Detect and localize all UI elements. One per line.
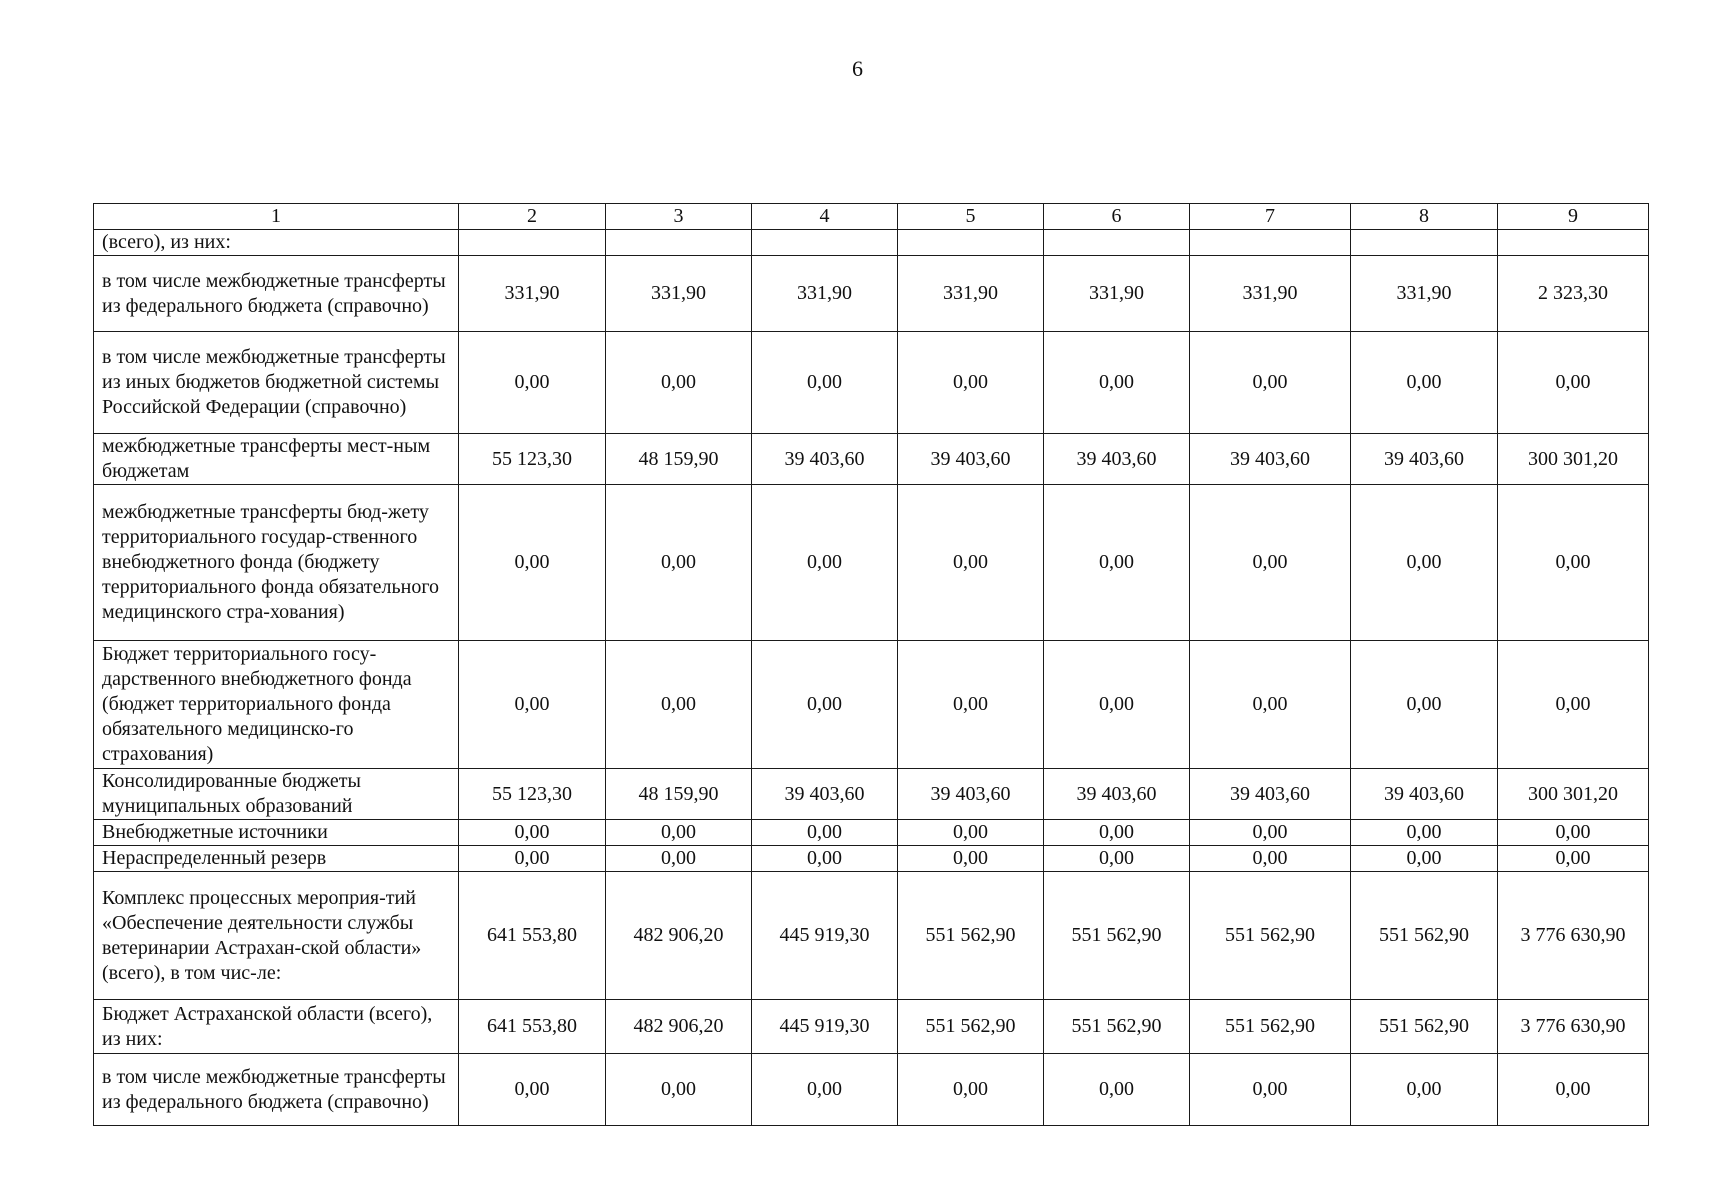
value-cell: 0,00 (1498, 641, 1649, 769)
value-cell: 0,00 (898, 846, 1044, 872)
value-cell: 482 906,20 (606, 872, 752, 1000)
table-row (94, 846, 1649, 872)
row-label-cell: Внебюджетные источники (94, 820, 459, 846)
value-cell (898, 230, 1044, 256)
column-number: 7 (1190, 204, 1351, 230)
value-cell: 55 123,30 (459, 434, 606, 485)
value-cell: 0,00 (1044, 820, 1190, 846)
value-cell (459, 230, 606, 256)
value-cell: 0,00 (606, 332, 752, 434)
value-cell: 0,00 (1190, 641, 1351, 769)
value-cell: 0,00 (1351, 846, 1498, 872)
value-cell: 0,00 (752, 1054, 898, 1126)
value-cell: 551 562,90 (1190, 1000, 1351, 1054)
value-cell: 331,90 (1044, 256, 1190, 332)
value-cell: 0,00 (459, 846, 606, 872)
value-cell: 0,00 (898, 820, 1044, 846)
table-row (94, 230, 1649, 256)
table-row (94, 1000, 1649, 1054)
value-cell: 0,00 (1351, 485, 1498, 641)
value-cell: 0,00 (752, 820, 898, 846)
value-cell: 0,00 (606, 485, 752, 641)
value-cell: 0,00 (1351, 1054, 1498, 1126)
row-label-cell: в том числе межбюджетные трансферты из федерального бюджета (справочно) (94, 256, 459, 332)
value-cell: 0,00 (459, 485, 606, 641)
value-cell: 0,00 (1044, 485, 1190, 641)
row-label-cell: Комплекс процессных мероприя-тий «Обеспечение деятельности службы ветеринарии Астрахан-ской области» (всего), в том чис-ле: (94, 872, 459, 1000)
column-number: 4 (752, 204, 898, 230)
column-number: 9 (1498, 204, 1649, 230)
value-cell: 551 562,90 (898, 1000, 1044, 1054)
table-body (94, 230, 1649, 1126)
value-cell: 0,00 (606, 641, 752, 769)
value-cell: 0,00 (1044, 332, 1190, 434)
value-cell: 48 159,90 (606, 434, 752, 485)
value-cell: 0,00 (1498, 332, 1649, 434)
column-number: 2 (459, 204, 606, 230)
value-cell: 0,00 (1498, 846, 1649, 872)
value-cell: 0,00 (1498, 820, 1649, 846)
value-cell: 2 323,30 (1498, 256, 1649, 332)
value-cell: 551 562,90 (1044, 1000, 1190, 1054)
value-cell: 551 562,90 (898, 872, 1044, 1000)
table-row (94, 872, 1649, 1000)
value-cell: 331,90 (898, 256, 1044, 332)
value-cell: 0,00 (1044, 1054, 1190, 1126)
value-cell (1498, 230, 1649, 256)
value-cell: 39 403,60 (752, 769, 898, 820)
value-cell: 551 562,90 (1044, 872, 1190, 1000)
value-cell: 39 403,60 (1351, 434, 1498, 485)
value-cell: 300 301,20 (1498, 769, 1649, 820)
value-cell: 0,00 (752, 485, 898, 641)
table-row (94, 1054, 1649, 1126)
value-cell: 0,00 (1190, 820, 1351, 846)
row-label-cell: в том числе межбюджетные трансферты из федерального бюджета (справочно) (94, 1054, 459, 1126)
page-number: 6 (852, 56, 863, 81)
value-cell: 0,00 (1190, 1054, 1351, 1126)
value-cell: 0,00 (1190, 846, 1351, 872)
table-row (94, 485, 1649, 641)
column-number: 6 (1044, 204, 1190, 230)
value-cell: 641 553,80 (459, 872, 606, 1000)
value-cell: 55 123,30 (459, 769, 606, 820)
value-cell: 0,00 (898, 485, 1044, 641)
value-cell: 39 403,60 (898, 769, 1044, 820)
value-cell: 0,00 (459, 1054, 606, 1126)
value-cell: 0,00 (459, 820, 606, 846)
value-cell: 39 403,60 (752, 434, 898, 485)
value-cell: 0,00 (1190, 485, 1351, 641)
row-label-cell: в том числе межбюджетные трансферты из иных бюджетов бюджетной системы Российской Федерации (справочно) (94, 332, 459, 434)
value-cell: 445 919,30 (752, 1000, 898, 1054)
value-cell: 331,90 (459, 256, 606, 332)
value-cell: 331,90 (1351, 256, 1498, 332)
value-cell: 445 919,30 (752, 872, 898, 1000)
column-number: 5 (898, 204, 1044, 230)
value-cell: 641 553,80 (459, 1000, 606, 1054)
row-label-cell: Консолидированные бюджеты муниципальных образований (94, 769, 459, 820)
value-cell: 48 159,90 (606, 769, 752, 820)
row-label-cell: (всего), из них: (94, 230, 459, 256)
value-cell: 551 562,90 (1351, 872, 1498, 1000)
value-cell: 0,00 (898, 1054, 1044, 1126)
value-cell (1044, 230, 1190, 256)
row-label-cell: межбюджетные трансферты мест-ным бюджетам (94, 434, 459, 485)
value-cell (606, 230, 752, 256)
value-cell: 0,00 (752, 846, 898, 872)
table-row (94, 641, 1649, 769)
column-number: 8 (1351, 204, 1498, 230)
value-cell: 3 776 630,90 (1498, 872, 1649, 1000)
value-cell (1190, 230, 1351, 256)
value-cell: 39 403,60 (1190, 769, 1351, 820)
value-cell: 0,00 (606, 1054, 752, 1126)
value-cell: 0,00 (752, 332, 898, 434)
value-cell: 0,00 (606, 820, 752, 846)
column-number-row (94, 204, 1649, 230)
column-number: 3 (606, 204, 752, 230)
value-cell: 3 776 630,90 (1498, 1000, 1649, 1054)
row-label-cell: Бюджет Астраханской области (всего), из них: (94, 1000, 459, 1054)
table-row (94, 769, 1649, 820)
value-cell: 331,90 (1190, 256, 1351, 332)
value-cell: 39 403,60 (1044, 434, 1190, 485)
value-cell: 39 403,60 (1044, 769, 1190, 820)
value-cell: 0,00 (606, 846, 752, 872)
value-cell: 0,00 (752, 641, 898, 769)
table-row (94, 820, 1649, 846)
value-cell: 0,00 (459, 641, 606, 769)
value-cell: 551 562,90 (1190, 872, 1351, 1000)
value-cell: 0,00 (1190, 332, 1351, 434)
value-cell: 0,00 (898, 332, 1044, 434)
row-label-cell: межбюджетные трансферты бюд-жету территориального государ-ственного внебюджетного фонда (бюджету территориального фонда обязательного медицинского стра-хования) (94, 485, 459, 641)
row-label-cell: Бюджет территориального госу-дарственного внебюджетного фонда (бюджет территориального фонда обязательного медицинско-го страхования) (94, 641, 459, 769)
value-cell: 0,00 (1498, 1054, 1649, 1126)
value-cell (1351, 230, 1498, 256)
value-cell: 482 906,20 (606, 1000, 752, 1054)
value-cell: 0,00 (1351, 332, 1498, 434)
value-cell: 39 403,60 (1190, 434, 1351, 485)
table-row (94, 256, 1649, 332)
value-cell: 39 403,60 (898, 434, 1044, 485)
value-cell: 331,90 (606, 256, 752, 332)
table-row (94, 332, 1649, 434)
value-cell: 0,00 (1351, 820, 1498, 846)
value-cell: 39 403,60 (1351, 769, 1498, 820)
value-cell: 0,00 (1044, 641, 1190, 769)
row-label-cell: Нераспределенный резерв (94, 846, 459, 872)
budget-table (93, 203, 1649, 1126)
value-cell: 551 562,90 (1351, 1000, 1498, 1054)
value-cell: 0,00 (1498, 485, 1649, 641)
value-cell: 0,00 (459, 332, 606, 434)
value-cell: 0,00 (1044, 846, 1190, 872)
table-row (94, 434, 1649, 485)
value-cell: 0,00 (898, 641, 1044, 769)
value-cell: 0,00 (1351, 641, 1498, 769)
column-number: 1 (94, 204, 459, 230)
value-cell (752, 230, 898, 256)
value-cell: 300 301,20 (1498, 434, 1649, 485)
value-cell: 331,90 (752, 256, 898, 332)
